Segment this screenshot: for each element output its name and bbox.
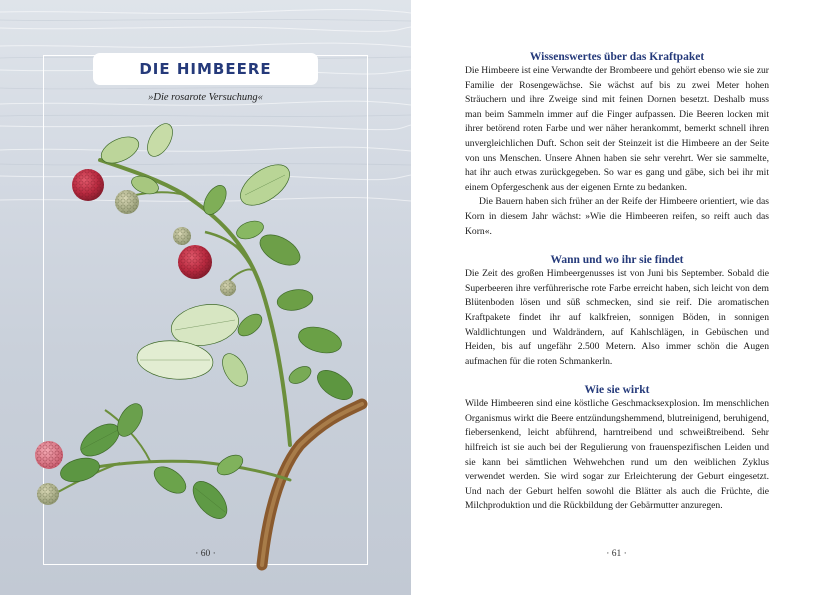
title-plate	[93, 53, 318, 85]
paragraph: Die Zeit des großen Himbeergenusses ist von Juni bis September. Sobald die Superbeeren ihre verführerische rote Farbe erreicht haben, sich leicht von dem Blütenboden lösen und süß schmecken, sind sie reif. Die aromatischen Kraftpakete findet ihr auf kalkfreien, sonnigen Böden, in sonnigen Waldlichtungen und Waldrändern, auf Kahlschlägen, in Gebüschen und Heiden, bis auf ungefähr 2.500 Metern. Also immer schön die Augen aufmachen für die roten Schmankerln.	[465, 268, 769, 367]
article-content	[465, 50, 769, 514]
page-title: DIE HIMBEERE	[139, 60, 272, 78]
page-subtitle: »Die rosarote Versuchung«	[148, 92, 263, 103]
paragraph: Die Bauern haben sich früher an der Reife der Himbeere orientiert, wie das Korn in diesem Jahr wächst: »Wie die Himbeeren reifen, so reift auch das Korn«.	[465, 196, 769, 237]
section-heading-wissenswertes: Wissenswertes über das Kraftpaket	[529, 51, 705, 63]
section-heading-wie-sie-wirkt: Wie sie wirkt	[584, 384, 650, 397]
section-heading-wann-und-wo: Wann und wo ihr sie findet	[550, 254, 684, 267]
right-page	[411, 0, 822, 595]
page-number-right: · 61 ·	[606, 549, 627, 559]
paragraph: Die Himbeere ist eine Verwandte der Brombeere und gehört ebenso wie sie zur Familie der Rosengewächse. Sie wächst auf bis zu zwei Meter hohen Sträuchern und ihre Zweige sind mit feinen Dornen besetzt. Deshalb muss man beim Sammeln immer auf die Finger aufpassen. Die Beeren locken mit ihrer betörend roten Farbe und wer näher herankommt, bemerkt schnell ihren unvergleichlichen Duft. Schon seit der Steinzeit ist die Himbeere an der Seite von uns Menschen. Unsere Ahnen haben sie sehr verehrt. Wer sie sammelte, hat ihr auch etwas zurückgegeben. So war es gang und gäbe, sich bei ihr mit einem Opfergeschenk aus der eigenen Ernte zu bedanken.	[465, 65, 769, 193]
page-number-left: · 60 ·	[195, 549, 216, 559]
paragraph: Wilde Himbeeren sind eine köstliche Geschmacksexplosion. Im menschlichen Organismus wirkt die Beere entzündungshemmend, blutreinigend, beruhigend, fiebersenkend, leicht abführend, harntreibend und schweißtreibend. Sehr hilfreich ist sie auch bei der Regulierung von frauenspezifischen Leiden und sie kann bei sämtlichen Wehwehchen rund um den weiblichen Zyklus verwendet werden. Sie wird sogar zur Erleichterung der Geburt eingesetzt. Und nach der Geburt helfen sowohl die Blätter als auch die Früchte, die Milchproduktion und die Rückbildung der Gebärmutter anzuregen.	[465, 398, 769, 512]
